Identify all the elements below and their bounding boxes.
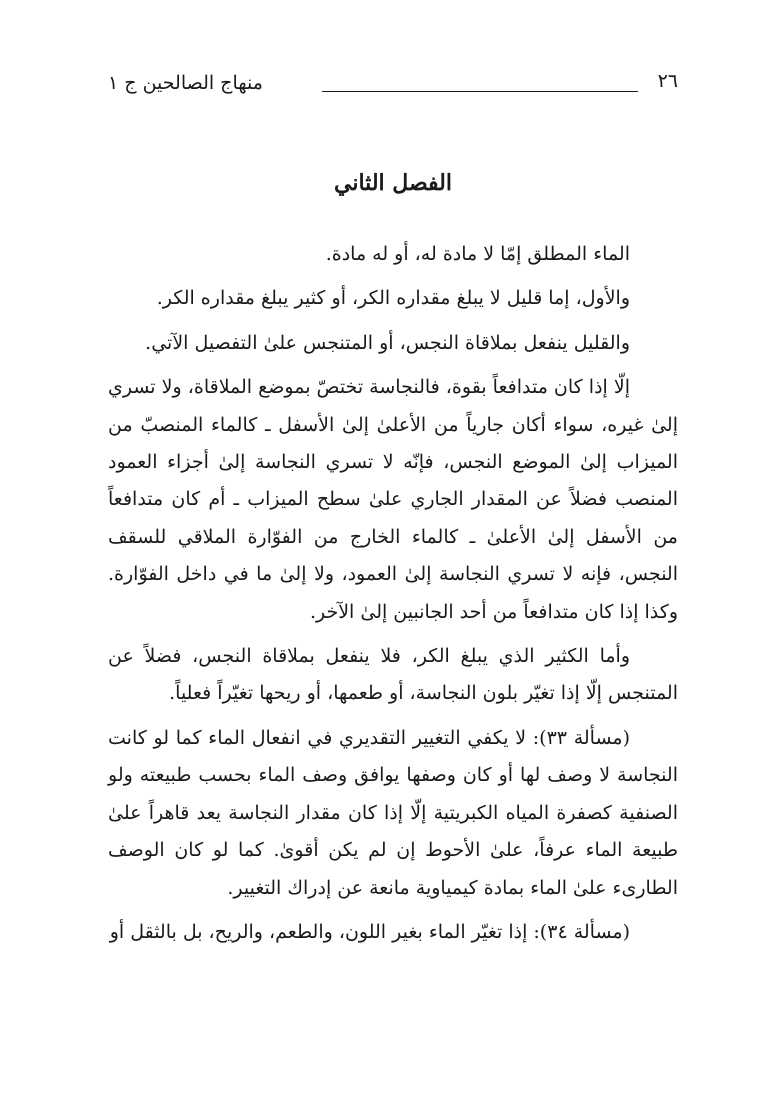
page-number: ٢٦ [657,70,678,92]
paragraph: (مسألة ٣٤): إذا تغيّر الماء بغير اللون، والطعم، والريح، بل بالثقل أو [109,920,630,943]
body-text [108,236,678,958]
paragraph: والأول، إما قليل لا يبلغ مقداره الكر، أو كثير يبلغ مقداره الكر. [156,287,630,310]
paragraph: الماء المطلق إمّا لا مادة له، أو له مادة. [325,243,630,265]
page-header [108,64,678,104]
paragraph: والقليل ينفعل بملاقاة النجس، أو المتنجس علىٰ التفصيل الآتي. [145,331,630,354]
paragraph: وأما الكثير الذي يبلغ الكر، فلا ينفعل بملاقاة النجس، فضلاً عن المتنجس إلّا إذا تغيّر بلون النجاسة، أو طعمها، أو ريحها تغيّراً فعلياً. [108,645,678,705]
header-rule [322,91,638,92]
chapter-title: الفصل الثاني [334,170,452,196]
paragraph: إلّا إذا كان متدافعاً بقوة، فالنجاسة تختصّ بموضع الملاقاة، ولا تسري إلىٰ غيره، سواء أكان جارياً من الأعلىٰ إلىٰ الأسفل ـ كالماء المنصبّ من الميزاب إلىٰ الموضع النجس، فإنّه لا تسري النجاسة إلىٰ أجزاء العمود المنصب فضلاً عن المقدار الجاري علىٰ سطح الميزاب ـ أم كان متدافعاً من الأسفل إلىٰ الأعلىٰ ـ كالماء الخارج من الفوّارة الملاقي للسقف النجس، فإنه لا تسري النجاسة إلىٰ العمود، ولا إلىٰ ما في داخل الفوّارة. وكذا إذا كان متدافعاً من أحد الجانبين إلىٰ الآخر. [108,376,678,623]
running-title: منهاج الصالحين ج ١ [108,72,263,94]
paragraph: (مسألة ٣٣): لا يكفي التغيير التقديري في انفعال الماء كما لو كانت النجاسة لا وصف لها أو كان وصفها يوافق وصف الماء بحسب طبيعته ولو الصنفية كصفرة المياه الكبريتية إلّا إذا كان مقدار النجاسة يعد قاهراً علىٰ طبيعة الماء عرفاً، علىٰ الأحوط إن لم يكن أقوىٰ. كما لو كان الوصف الطارىء علىٰ الماء بمادة كيمياوية مانعة عن إدراك التغيير. [108,726,678,899]
